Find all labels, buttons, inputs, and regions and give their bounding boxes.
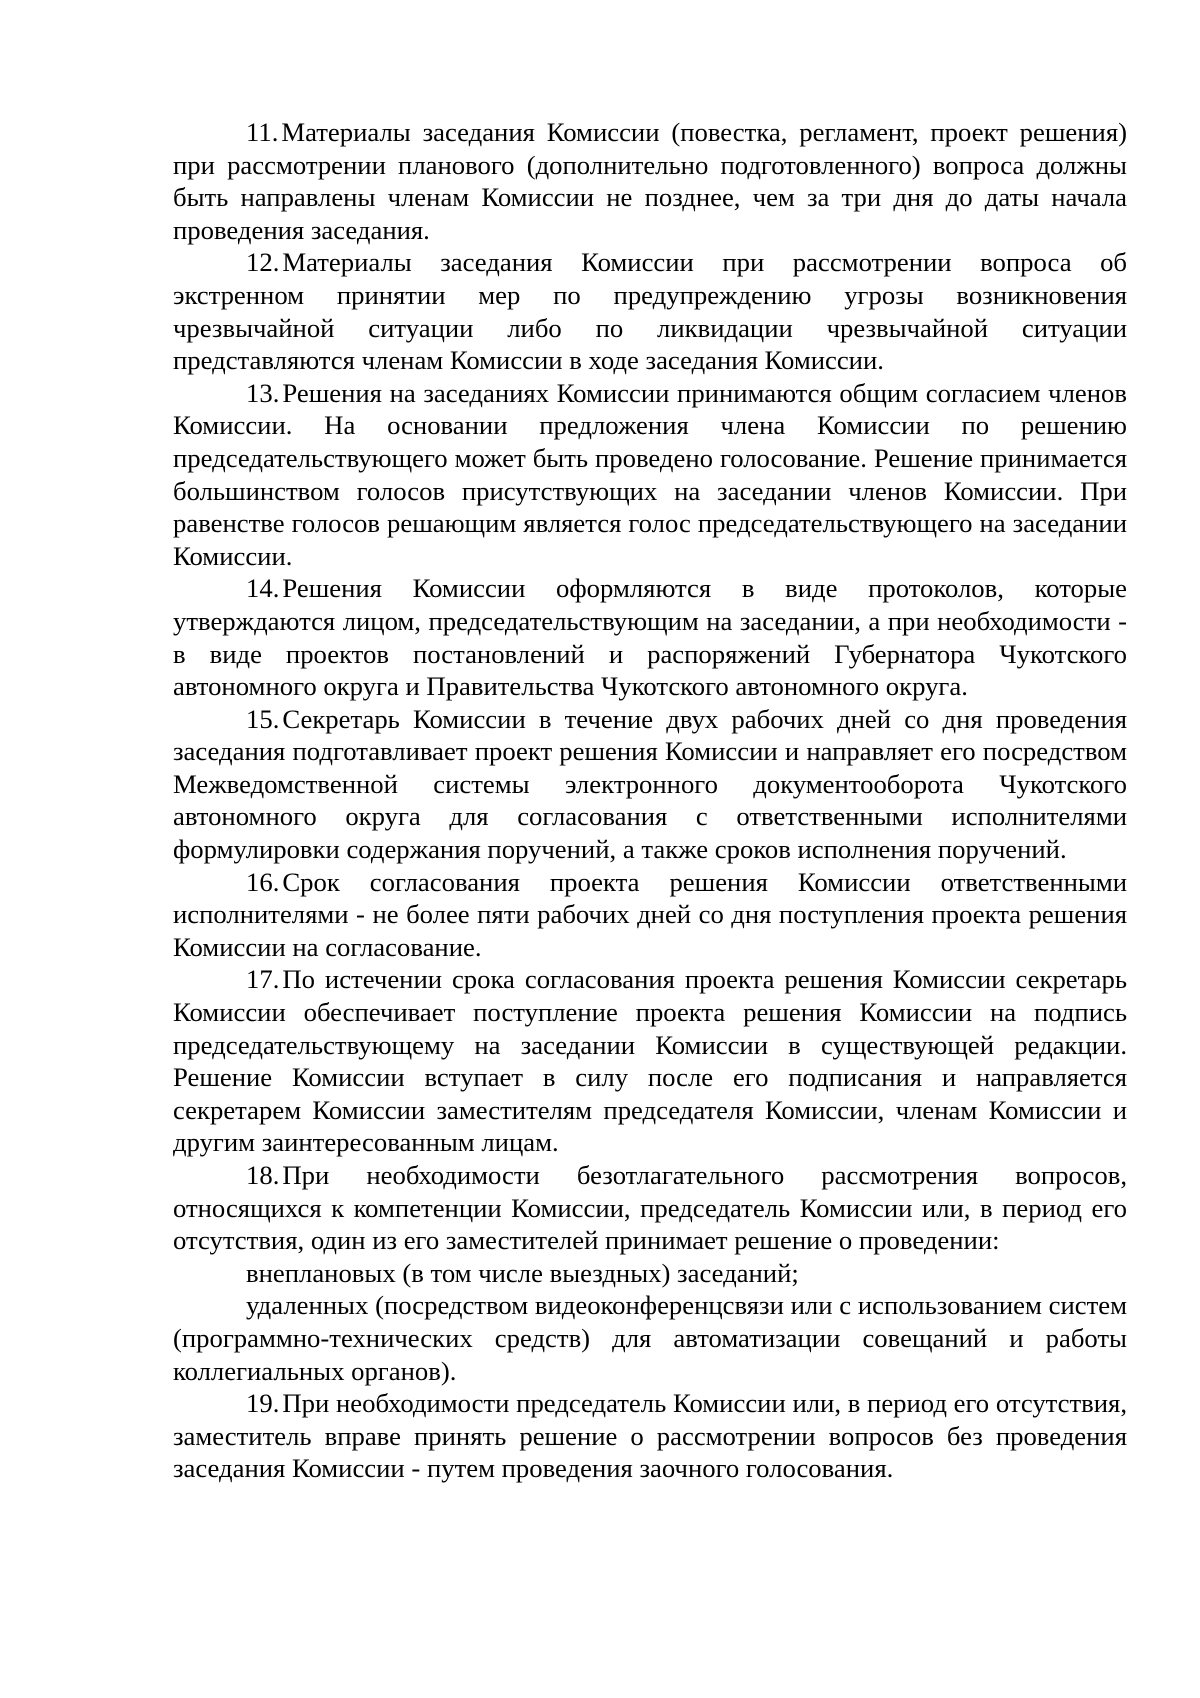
paragraph-number: 17. <box>246 964 280 995</box>
paragraph-11 <box>173 116 1127 246</box>
paragraph-16 <box>173 866 1127 964</box>
paragraph-number: 11. <box>246 117 279 147</box>
paragraph-number: 19. <box>246 1388 280 1419</box>
paragraph-text: При необходимости безотлагательного рассмотрения вопросов, относящихся к компетенции Комиссии, председатель Комиссии или, в период его отсутствия, один из его заместителей принимает решение о проведении: <box>173 1160 1127 1256</box>
paragraph-number: 15. <box>246 703 280 734</box>
list-item-unplanned-meetings: внеплановых (в том числе выездных) заседаний; <box>246 1257 799 1288</box>
paragraph-text: Решения Комиссии оформляются в виде протоколов, которые утверждаются лицом, председательствующим на заседании, а при необходимости - в виде проектов постановлений и распоряжений Губернатора Чукотского автономного округа и Правительства Чукотского автономного округа. <box>173 573 1127 702</box>
paragraph-text: При необходимости председатель Комиссии или, в период его отсутствия, заместитель вправе принять решение о рассмотрении вопросов без проведения заседания Комиссии - путем проведения заочного голосования. <box>173 1388 1127 1484</box>
list-item-remote-meetings: удаленных (посредством видеоконференцсвязи или с использованием систем (программно-технических средств) для автоматизации совещаний и работы коллегиальных органов). <box>173 1290 1127 1386</box>
paragraph-17 <box>173 963 1127 1159</box>
paragraph-number: 14. <box>246 573 280 604</box>
paragraph-number: 16. <box>246 866 280 897</box>
paragraph-number: 18. <box>246 1160 280 1190</box>
paragraph-text: Материалы заседания Комиссии (повестка, регламент, проект решения) при рассмотрении планового (дополнительно подготовленного) вопроса должны быть направлены членам Комиссии не позднее, чем за три дня до даты начала проведения заседания. <box>173 117 1127 245</box>
paragraph-18 <box>173 1159 1127 1257</box>
paragraph-text: Материалы заседания Комиссии при рассмотрении вопроса об экстренном принятии мер по предупреждению угрозы возникновения чрезвычайной ситуации либо по ликвидации чрезвычайной ситуации представляются членам Комиссии в ходе заседания Комиссии. <box>173 247 1127 376</box>
paragraph-number: 13. <box>246 377 280 408</box>
paragraph-13 <box>173 377 1127 573</box>
paragraph-number: 12. <box>246 247 280 278</box>
paragraph-text: Секретарь Комиссии в течение двух рабочих дней со дня проведения заседания подготавливает проект решения Комиссии и направляет его посредством Межведомственной системы электронного документооборота Чукотского автономного округа для согласования с ответственными исполнителями формулировки содержания поручений, а также сроков исполнения поручений. <box>173 703 1127 865</box>
document-page <box>173 116 1127 1485</box>
paragraph-text: Срок согласования проекта решения Комиссии ответственными исполнителями - не более пяти рабочих дней со дня поступления проекта решения Комиссии на согласование. <box>173 866 1127 962</box>
paragraph-19 <box>173 1387 1127 1485</box>
paragraph-12 <box>173 246 1127 376</box>
paragraph-text: По истечении срока согласования проекта решения Комиссии секретарь Комиссии обеспечивает поступление проекта решения Комиссии на подпись председательствующему на заседании Комиссии в существующей редакции. Решение Комиссии вступает в силу после его подписания и направляется секретарем Комиссии заместителям председателя Комиссии, членам Комиссии и другим заинтересованным лицам. <box>173 964 1127 1158</box>
paragraph-14 <box>173 572 1127 702</box>
paragraph-15 <box>173 703 1127 866</box>
paragraph-text: Решения на заседаниях Комиссии принимаются общим согласием членов Комиссии. На основании предложения члена Комиссии по решению председательствующего может быть проведено голосование. Решение принимается большинством голосов присутствующих на заседании членов Комиссии. При равенстве голосов решающим является голос председательствующего на заседании Комиссии. <box>173 377 1127 571</box>
